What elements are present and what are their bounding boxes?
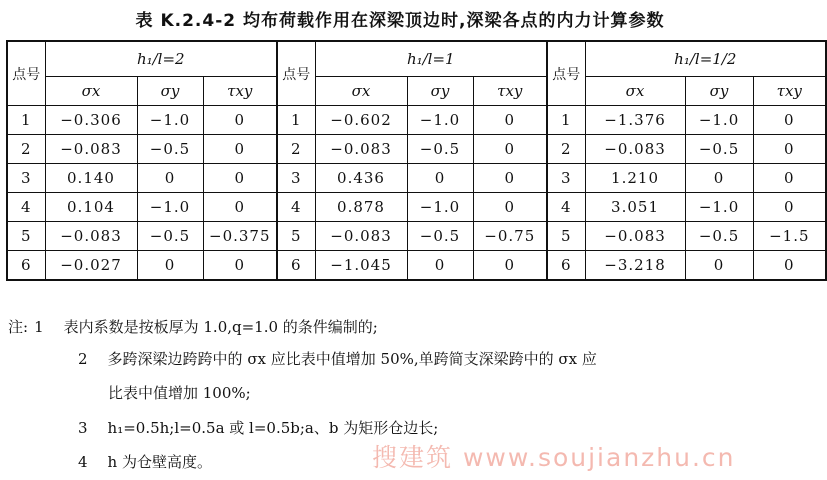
sigma-y-header: σy <box>407 77 473 106</box>
tau-xy-cell: 0 <box>203 106 277 135</box>
point-number-cell: 2 <box>7 135 45 164</box>
notes-prefix: 注: <box>8 318 29 336</box>
table-row <box>7 135 826 164</box>
point-number-cell: 1 <box>7 106 45 135</box>
sigma-y-cell: 0 <box>407 164 473 193</box>
note-number: 4 <box>78 453 88 471</box>
point-number-cell: 3 <box>277 164 315 193</box>
internal-force-table <box>6 40 827 281</box>
point-number-cell: 5 <box>547 222 585 251</box>
tau-xy-cell: 0 <box>473 106 547 135</box>
sigma-x-cell: 0.104 <box>45 193 137 222</box>
tau-xy-cell: 0 <box>203 164 277 193</box>
sigma-y-cell: 0 <box>407 251 473 281</box>
point-number-cell: 2 <box>547 135 585 164</box>
sigma-y-cell: −1.0 <box>137 193 203 222</box>
point-number-cell: 6 <box>7 251 45 281</box>
sigma-y-cell: −0.5 <box>685 222 753 251</box>
sigma-x-cell: −0.083 <box>585 135 685 164</box>
point-number-cell: 5 <box>7 222 45 251</box>
note-text: 比表中值增加 100%; <box>108 384 251 402</box>
note-1 <box>8 316 378 337</box>
point-number-cell: 4 <box>547 193 585 222</box>
point-number-cell: 4 <box>7 193 45 222</box>
note-number: 2 <box>78 350 88 368</box>
tau-xy-cell: 0 <box>753 193 826 222</box>
point-header: 点号 <box>277 41 315 106</box>
tau-xy-cell: −0.375 <box>203 222 277 251</box>
watermark: 搜建筑 www.soujianzhu.cn <box>372 443 736 472</box>
note-number: 3 <box>78 419 88 437</box>
sigma-y-header: σy <box>685 77 753 106</box>
sigma-y-cell: −0.5 <box>137 222 203 251</box>
table-title: 表 K.2.4-2 均布荷载作用在深梁顶边时,深梁各点的内力计算参数 <box>135 11 665 31</box>
note-text: 表内系数是按板厚为 1.0,q=1.0 的条件编制的; <box>63 318 378 336</box>
group-header: h₁/l=2 <box>45 41 277 77</box>
note-3 <box>78 417 438 438</box>
point-header: 点号 <box>547 41 585 106</box>
sigma-y-cell: −1.0 <box>137 106 203 135</box>
sigma-y-cell: 0 <box>685 251 753 281</box>
tau-xy-cell: 0 <box>203 251 277 281</box>
point-number-cell: 5 <box>277 222 315 251</box>
tau-xy-header: τxy <box>473 77 547 106</box>
header-row-2 <box>7 77 826 106</box>
note-number: 1 <box>34 318 44 336</box>
table-row <box>7 106 826 135</box>
note-text: h₁=0.5h;l=0.5a 或 l=0.5b;a、b 为矩形仓边长; <box>107 419 439 437</box>
point-number-cell: 6 <box>547 251 585 281</box>
tau-xy-cell: −1.5 <box>753 222 826 251</box>
point-number-cell: 4 <box>277 193 315 222</box>
table-row <box>7 164 826 193</box>
point-number-cell: 2 <box>277 135 315 164</box>
tau-xy-cell: 0 <box>473 135 547 164</box>
point-number-cell: 3 <box>7 164 45 193</box>
sigma-y-cell: −1.0 <box>407 193 473 222</box>
sigma-x-cell: 1.210 <box>585 164 685 193</box>
point-number-cell: 1 <box>277 106 315 135</box>
sigma-x-cell: −1.045 <box>315 251 407 281</box>
tau-xy-cell: 0 <box>473 193 547 222</box>
header-row-1 <box>7 41 826 77</box>
sigma-y-cell: −1.0 <box>407 106 473 135</box>
point-number-cell: 6 <box>277 251 315 281</box>
sigma-y-cell: −0.5 <box>137 135 203 164</box>
sigma-y-cell: −0.5 <box>407 222 473 251</box>
note-2-continued <box>108 382 251 403</box>
sigma-y-cell: −0.5 <box>685 135 753 164</box>
sigma-x-cell: −0.602 <box>315 106 407 135</box>
group-header: h₁/l=1/2 <box>585 41 826 77</box>
point-number-cell: 3 <box>547 164 585 193</box>
sigma-y-cell: −1.0 <box>685 106 753 135</box>
sigma-x-cell: 0.878 <box>315 193 407 222</box>
tau-xy-cell: 0 <box>753 164 826 193</box>
sigma-x-cell: −0.083 <box>315 135 407 164</box>
sigma-x-header: σx <box>585 77 685 106</box>
group-header: h₁/l=1 <box>315 41 547 77</box>
sigma-x-cell: −0.083 <box>45 222 137 251</box>
sigma-x-cell: 0.140 <box>45 164 137 193</box>
tau-xy-cell: 0 <box>753 106 826 135</box>
sigma-x-cell: −0.083 <box>315 222 407 251</box>
sigma-x-cell: −3.218 <box>585 251 685 281</box>
tau-xy-cell: 0 <box>753 251 826 281</box>
sigma-y-cell: −1.0 <box>685 193 753 222</box>
sigma-y-cell: 0 <box>685 164 753 193</box>
sigma-x-cell: −0.083 <box>45 135 137 164</box>
note-text: 多跨深梁边跨跨中的 σx 应比表中值增加 50%,单跨简支深梁跨中的 σx 应 <box>107 350 597 368</box>
tau-xy-cell: 0 <box>753 135 826 164</box>
sigma-y-cell: 0 <box>137 164 203 193</box>
sigma-y-cell: −0.5 <box>407 135 473 164</box>
sigma-y-header: σy <box>137 77 203 106</box>
note-text: h 为仓壁高度。 <box>107 453 212 471</box>
sigma-x-header: σx <box>315 77 407 106</box>
tau-xy-header: τxy <box>753 77 826 106</box>
sigma-x-cell: −0.306 <box>45 106 137 135</box>
tau-xy-cell: 0 <box>203 193 277 222</box>
sigma-x-header: σx <box>45 77 137 106</box>
tau-xy-cell: −0.75 <box>473 222 547 251</box>
sigma-x-cell: −0.027 <box>45 251 137 281</box>
sigma-x-cell: −1.376 <box>585 106 685 135</box>
note-2 <box>78 348 597 369</box>
tau-xy-header: τxy <box>203 77 277 106</box>
sigma-x-cell: 3.051 <box>585 193 685 222</box>
table-row <box>7 251 826 281</box>
sigma-x-cell: −0.083 <box>585 222 685 251</box>
sigma-y-cell: 0 <box>137 251 203 281</box>
point-number-cell: 1 <box>547 106 585 135</box>
table-body <box>7 106 826 281</box>
tau-xy-cell: 0 <box>203 135 277 164</box>
tau-xy-cell: 0 <box>473 164 547 193</box>
table-row <box>7 193 826 222</box>
note-4 <box>78 451 212 472</box>
tau-xy-cell: 0 <box>473 251 547 281</box>
table-row <box>7 222 826 251</box>
point-header: 点号 <box>7 41 45 106</box>
sigma-x-cell: 0.436 <box>315 164 407 193</box>
